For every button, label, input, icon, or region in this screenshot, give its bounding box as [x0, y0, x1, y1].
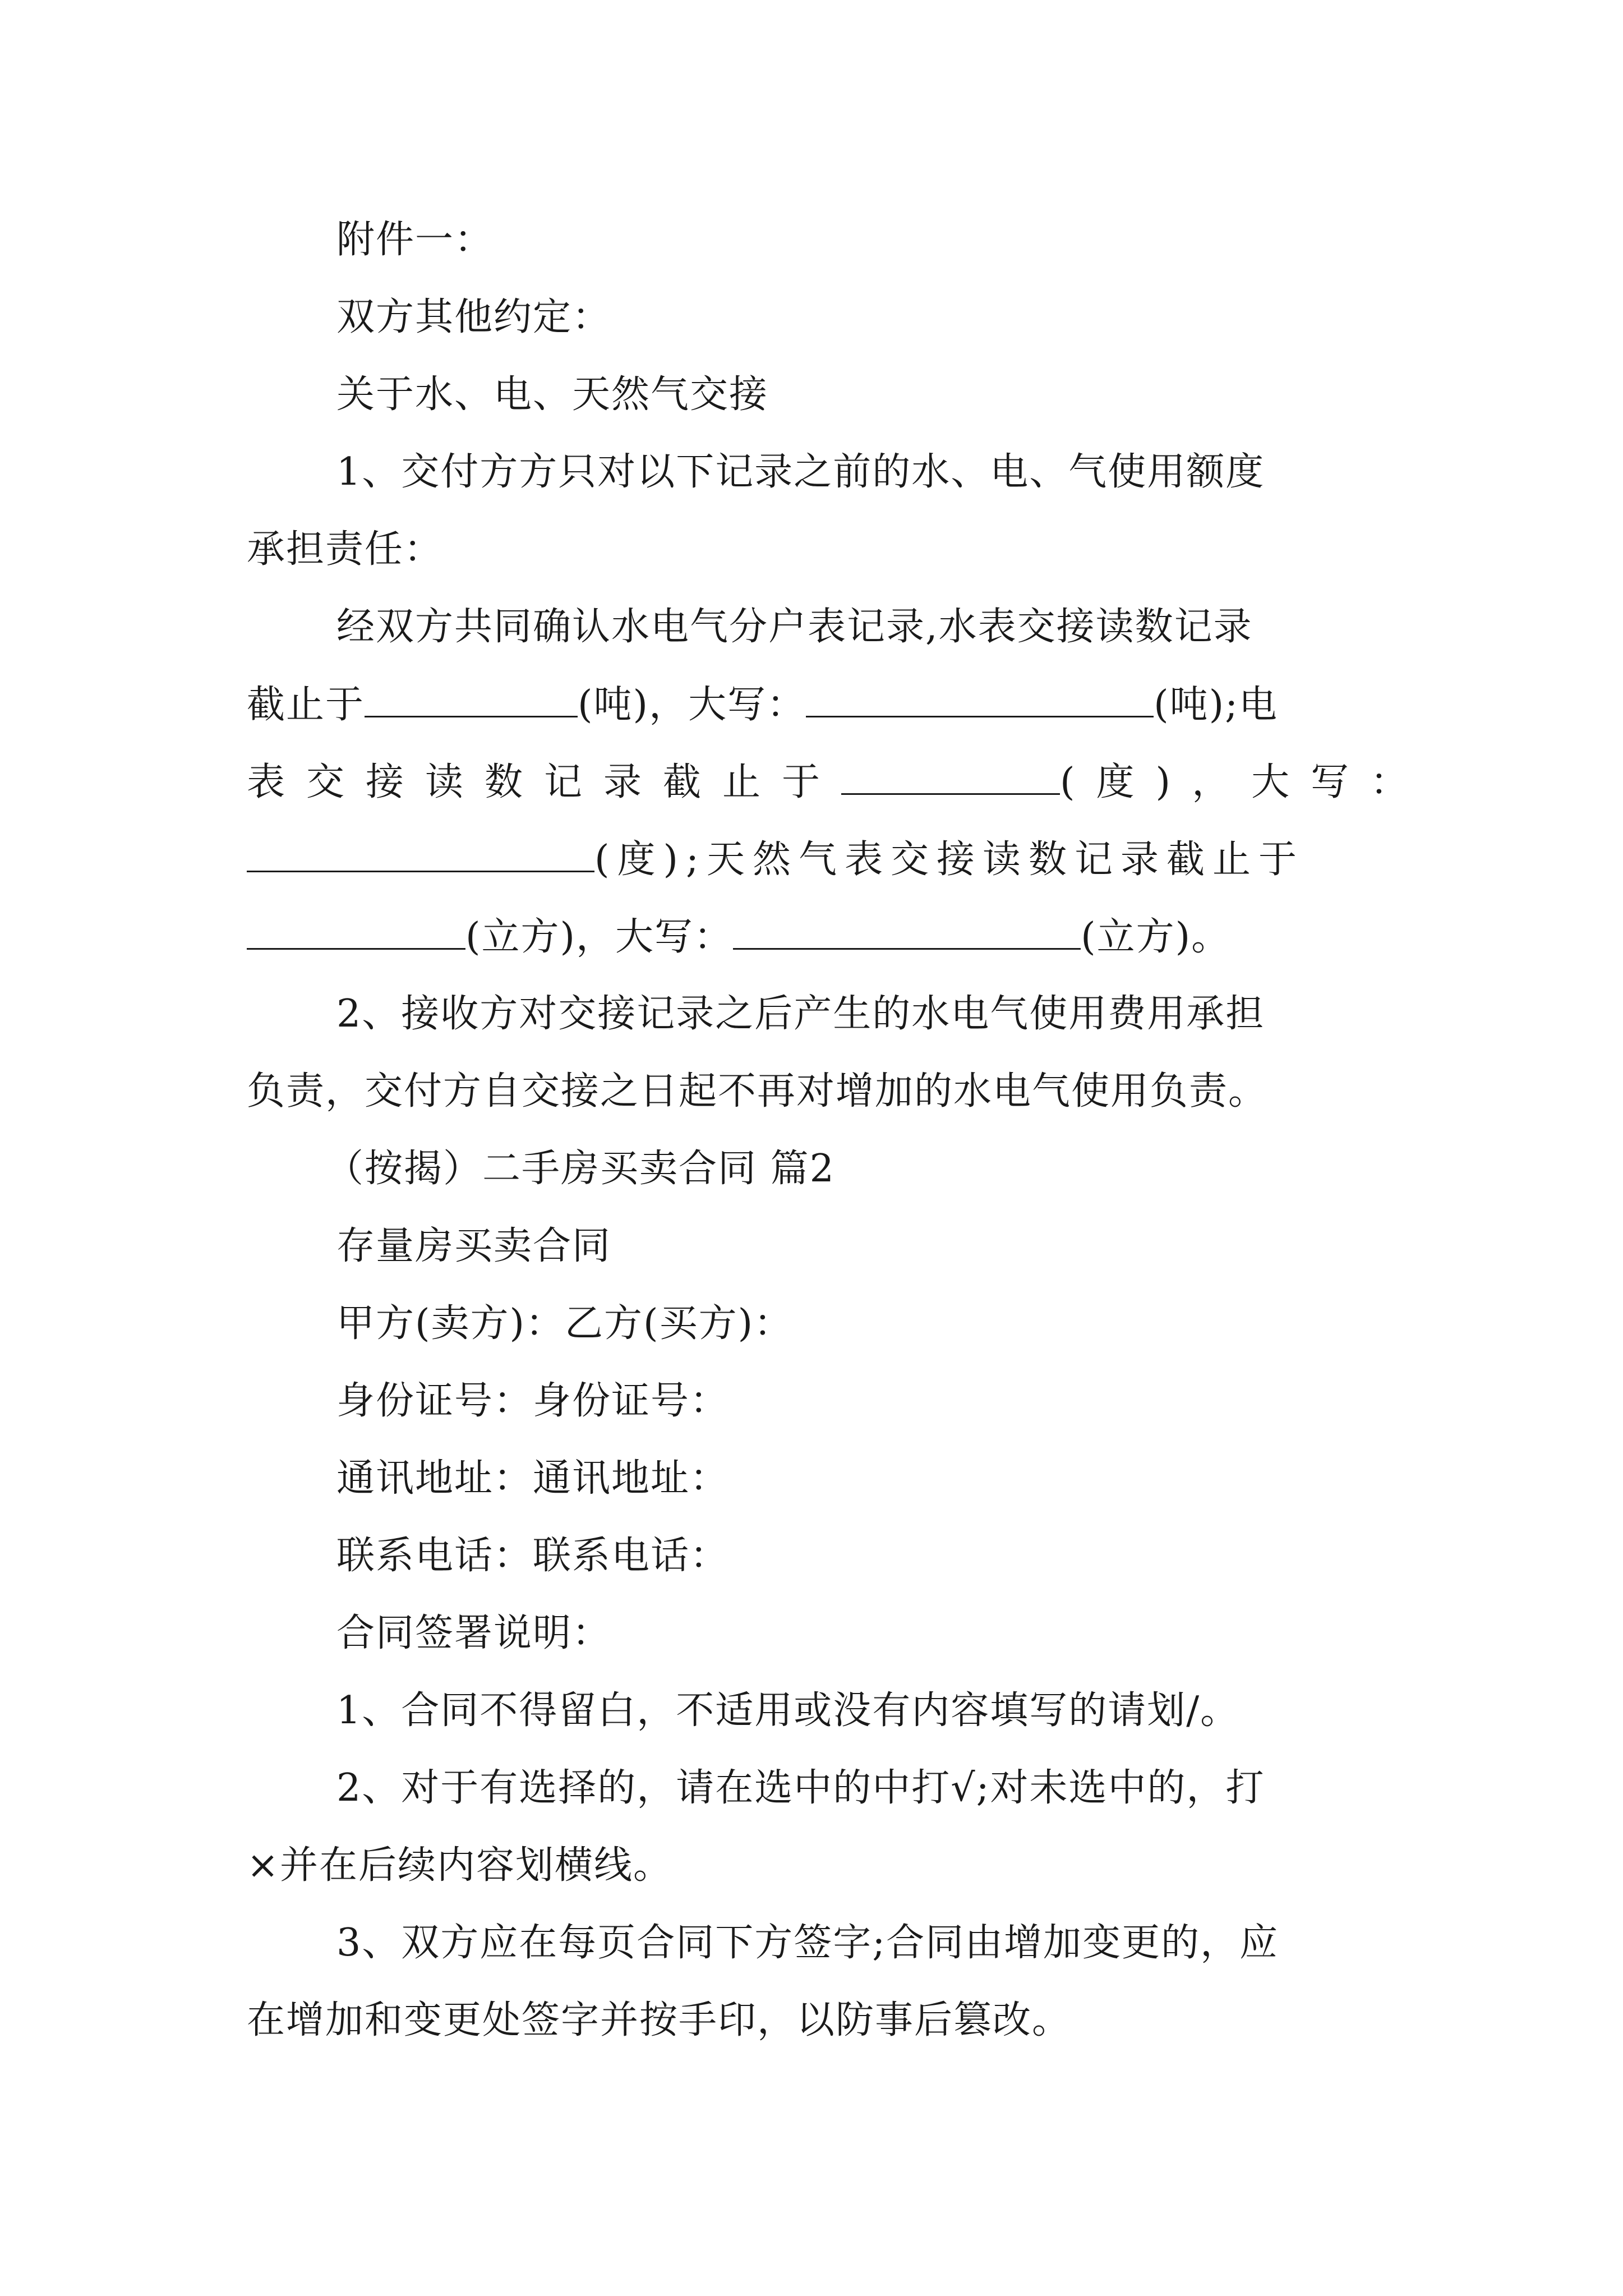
record-line5-text-a: (立方)，大写：	[465, 915, 734, 959]
handover-heading: 关于水、电、天然气交接	[336, 372, 769, 417]
record-line3	[247, 760, 1430, 805]
record-line3-text-b: (度)，大写：	[1060, 760, 1430, 804]
id-numbers-line: 身份证号：身份证号：	[336, 1379, 730, 1423]
other-agreements-heading: 双方其他约定：	[336, 295, 612, 339]
item1-line2: 承担责任：	[247, 527, 444, 572]
record-line2-text-b: (吨)，大写：	[578, 683, 806, 727]
electric-uppercase-blank[interactable]	[247, 837, 594, 872]
water-reading-blank[interactable]	[365, 682, 578, 717]
record-line1: 经双方共同确认水电气分户表记录,水表交接读数记录	[336, 605, 1253, 649]
section2-title: （按揭）二手房买卖合同 篇2	[325, 1147, 835, 1191]
note2-line1: 2、对于有选择的，请在选中的中打√;对未选中的，打	[336, 1766, 1265, 1810]
record-line4-text-a: (度);天然气表交接读数记录截止于	[594, 838, 1304, 882]
item1-line1: 1、交付方方只对以下记录之前的水、电、气使用额度	[336, 450, 1265, 494]
record-line5-text-b: (立方)。	[1081, 915, 1231, 959]
note3-line1: 3、双方应在每页合同下方签字;合同由增加变更的，应	[336, 1921, 1279, 1965]
electric-reading-blank[interactable]	[841, 760, 1060, 795]
signing-notes-heading: 合同签署说明：	[336, 1611, 612, 1655]
record-line5	[247, 914, 1230, 960]
note1: 1、合同不得留白，不适用或没有内容填写的请划/。	[336, 1688, 1240, 1733]
note3-line2: 在增加和变更处签字并按手印，以防事后篡改。	[247, 1998, 1072, 2042]
annex-title: 附件一：	[336, 218, 494, 262]
record-line3-text-a: 表交接读数记录截止于	[247, 760, 842, 804]
parties-line: 甲方(卖方)：乙方(买方)：	[336, 1301, 794, 1346]
gas-reading-blank[interactable]	[247, 914, 465, 950]
item2-line1: 2、接收方对交接记录之后产生的水电气使用费用承担	[336, 992, 1265, 1036]
record-line4	[247, 837, 1304, 882]
record-line2-text-c: (吨);电	[1154, 683, 1279, 727]
item2-line2: 负责，交付方自交接之日起不再对增加的水电气使用负责。	[247, 1069, 1268, 1114]
phones-line: 联系电话：联系电话：	[336, 1534, 730, 1578]
record-line2-text-a: 截止于	[247, 683, 365, 727]
contract-title: 存量房买卖合同	[336, 1224, 612, 1268]
note2-line2: ×并在后续内容划横线。	[247, 1843, 672, 1888]
gas-uppercase-blank[interactable]	[733, 914, 1081, 950]
addresses-line: 通讯地址：通讯地址：	[336, 1456, 730, 1501]
water-uppercase-blank[interactable]	[806, 682, 1154, 717]
record-line2	[247, 682, 1278, 728]
